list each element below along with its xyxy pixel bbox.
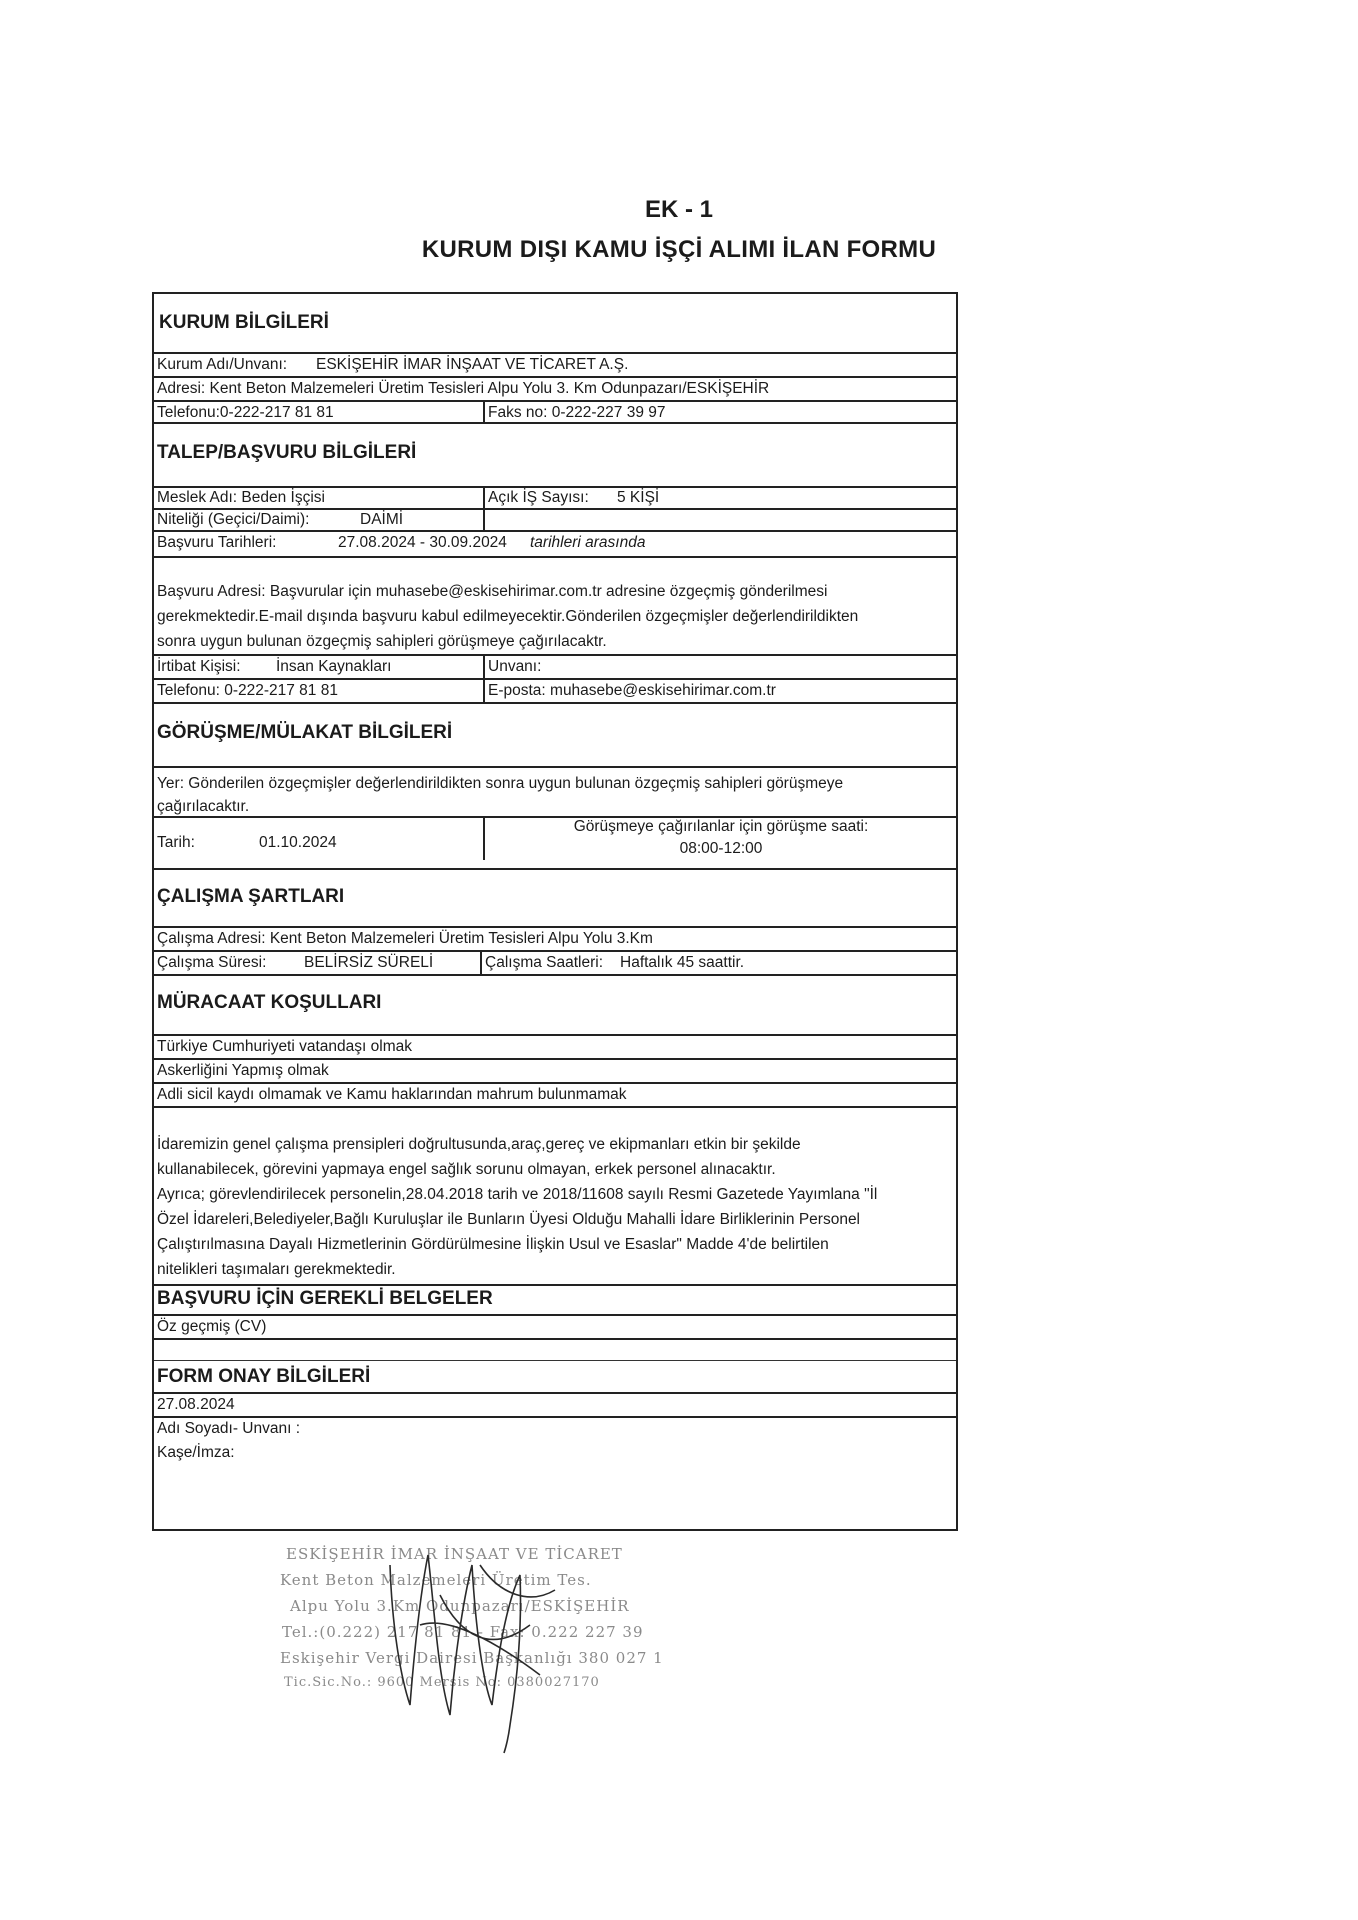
irtibat-eposta: E-posta: muhasebe@eskisehirimar.com.tr	[488, 682, 776, 699]
onay-date: 27.08.2024	[157, 1396, 235, 1413]
stamp-line: ESKİŞEHİR İMAR İNŞAAT VE TİCARET	[286, 1545, 623, 1563]
muracaat-paragraph-line: nitelikleri taşımaları gerekmektedir.	[157, 1261, 396, 1278]
stamp-line: Tic.Sic.No.: 9600 Mersis No: 0380027170	[284, 1675, 600, 1690]
kurum-name-value: ESKİŞEHİR İMAR İNŞAAT VE TİCARET A.Ş.	[316, 356, 629, 373]
acik-is-value: 5 KİŞİ	[617, 489, 660, 506]
annex-label: EK - 1	[644, 196, 713, 223]
section-heading-onay: FORM ONAY BİLGİLERİ	[157, 1366, 371, 1387]
kurum-address: Adresi: Kent Beton Malzemeleri Üretim Tesisleri Alpu Yolu 3. Km Odunpazarı/ESKİŞEHİR	[157, 380, 770, 397]
irtibat-label: İrtibat Kişisi:	[157, 658, 241, 675]
basvuru-adresi-line: gerekmektedir.E-mail dışında başvuru kabul edilmeyecektir.Gönderilen özgeçmişler değerlendirildikten	[157, 608, 859, 625]
calisma-suresi-value: BELİRSİZ SÜRELİ	[304, 954, 434, 971]
irtibat-unvan: Unvanı:	[488, 658, 542, 675]
gorusme-tarih-label: Tarih:	[157, 834, 195, 851]
irtibat-value: İnsan Kaynakları	[276, 658, 392, 675]
muracaat-item: Askerliğini Yapmış olmak	[157, 1062, 329, 1079]
kurum-phone: Telefonu:0-222-217 81 81	[157, 404, 334, 421]
stamp-line: Alpu Yolu 3.Km Odunpazarı/ESKİŞEHİR	[290, 1597, 630, 1615]
basvuru-adresi-line: sonra uygun bulunan özgeçmiş sahipleri görüşmeye çağırılacaktr.	[157, 633, 607, 650]
muracaat-item: Türkiye Cumhuriyeti vatandaşı olmak	[157, 1038, 412, 1055]
handwritten-signature	[380, 1535, 580, 1755]
belge-item: Öz geçmiş (CV)	[157, 1318, 267, 1335]
gorusme-yer-line: çağırılacaktır.	[157, 798, 250, 815]
section-heading-muracaat: MÜRACAAT KOŞULLARI	[157, 992, 382, 1013]
gorusme-yer-line: Yer: Gönderilen özgeçmişler değerlendirildikten sonra uygun bulunan özgeçmiş sahipleri görüşmeye	[157, 775, 844, 792]
calisma-saatleri-label: Çalışma Saatleri:	[485, 954, 604, 971]
muracaat-paragraph-line: kullanabilecek, görevini yapmaya engel sağlık sorunu olmayan, erkek personel alınacaktır.	[157, 1161, 776, 1178]
muracaat-paragraph-line: Çalıştırılmasına Dayalı Hizmetlerinin Gördürülmesine İlişkin Usul ve Esaslar" Madde 4'de belirtilen	[157, 1236, 829, 1253]
gorusme-tarih-value: 01.10.2024	[259, 834, 337, 851]
muracaat-paragraph	[157, 1132, 947, 1282]
muracaat-item: Adli sicil kaydı olmamak ve Kamu haklarından mahrum bulunmamak	[157, 1086, 627, 1103]
onay-kase-imza: Kaşe/İmza:	[157, 1444, 235, 1461]
stamp-line: Eskişehir Vergi Dairesi Başkanlığı 380 027 1	[280, 1649, 664, 1667]
muracaat-paragraph-line: Ayrıca; görevlendirilecek personelin,28.04.2018 tarih ve 2018/11608 sayılı Resmi Gazetede Yayımlana "İl	[157, 1186, 878, 1203]
kurum-fax: Faks no: 0-222-227 39 97	[488, 404, 666, 421]
onay-adi-soyadi: Adı Soyadı- Unvanı :	[157, 1420, 301, 1437]
section-heading-kurum: KURUM BİLGİLERİ	[159, 312, 329, 333]
section-heading-talep: TALEP/BAŞVURU BİLGİLERİ	[157, 442, 417, 463]
basvuru-adresi	[157, 579, 947, 654]
section-heading-gorusme: GÖRÜŞME/MÜLAKAT BİLGİLERİ	[157, 722, 453, 743]
gorusme-saat-label: Görüşmeye çağırılanlar için görüşme saati:	[573, 818, 869, 835]
nitelik-label: Niteliği (Geçici/Daimi):	[157, 511, 310, 528]
muracaat-paragraph-line: Özel İdareleri,Belediyeler,Bağlı Kuruluşlar ile Bunların Üyesi Olduğu Mahalli İdare Birliklerinin Personel	[157, 1211, 861, 1228]
basvuru-adresi-line: Başvuru Adresi: Başvurular için muhasebe@eskisehirimar.com.tr adresine özgeçmiş gönderilmesi	[157, 583, 828, 600]
form-title: KURUM DIŞI KAMU İŞÇİ ALIMI İLAN FORMU	[421, 236, 937, 263]
gorusme-saat-value: 08:00-12:00	[679, 840, 763, 857]
section-heading-belgeler: BAŞVURU İÇİN GEREKLİ BELGELER	[157, 1288, 493, 1309]
announcement-form	[152, 292, 958, 1531]
stamp-line: Tel.:(0.222) 217 81 81 - Fax: 0.222 227 39	[282, 1623, 644, 1641]
meslek-adi: Meslek Adı: Beden İşçisi	[157, 489, 325, 506]
gorusme-yer	[157, 772, 947, 818]
kurum-name-label: Kurum Adı/Unvanı:	[157, 356, 288, 373]
calisma-suresi-label: Çalışma Süresi:	[157, 954, 267, 971]
stamp-line: Kent Beton Malzemeleri Üretim Tes.	[280, 1571, 592, 1589]
nitelik-value: DAİMİ	[360, 511, 404, 528]
basvuru-tarih-suffix: tarihleri arasında	[530, 534, 646, 551]
basvuru-tarih-value: 27.08.2024 - 30.09.2024	[338, 534, 507, 551]
muracaat-paragraph-line: İdaremizin genel çalışma prensipleri doğrultusunda,araç,gereç ve ekipmanları etkin bir şekilde	[157, 1136, 801, 1153]
irtibat-telefon: Telefonu: 0-222-217 81 81	[157, 682, 338, 699]
calisma-saatleri-value: Haftalık 45 saattir.	[620, 954, 745, 971]
acik-is-label: Açık İŞ Sayısı:	[488, 489, 589, 506]
basvuru-tarih-label: Başvuru Tarihleri:	[157, 534, 277, 551]
section-heading-calisma: ÇALIŞMA ŞARTLARI	[157, 886, 345, 907]
calisma-adresi: Çalışma Adresi: Kent Beton Malzemeleri Üretim Tesisleri Alpu Yolu 3.Km	[157, 930, 653, 947]
